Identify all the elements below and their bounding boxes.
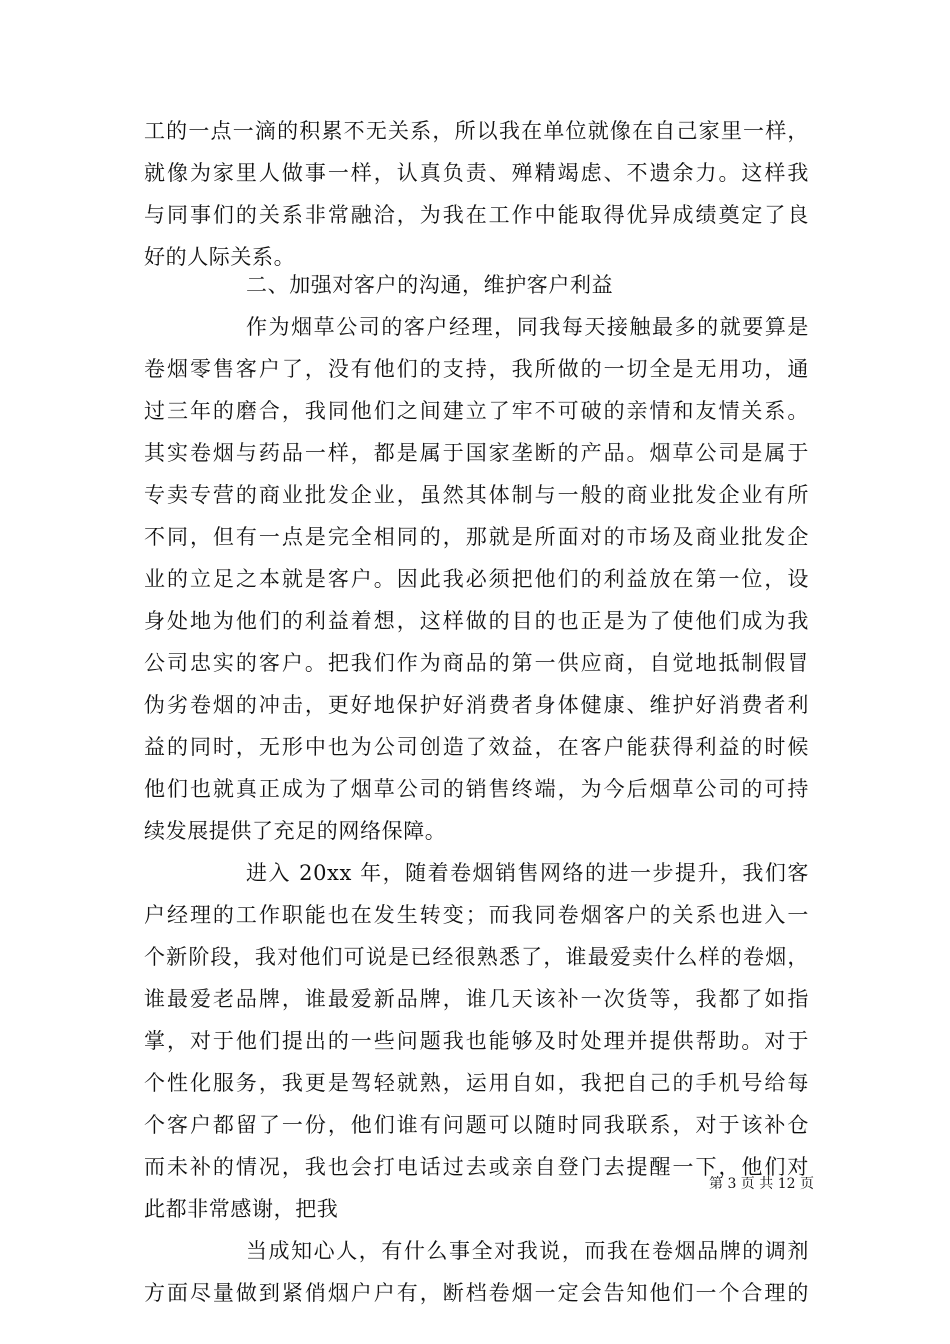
text-line: 卷烟零售客户了，没有他们的支持，我所做的一切全是无用功，通 <box>144 357 809 381</box>
text-line: 掌，对于他们提出的一些问题我也能够及时处理并提供帮助。对于 <box>144 1029 809 1053</box>
text-line: 业的立足之本就是客户。因此我必须把他们的利益放在第一位，设 <box>144 567 809 591</box>
page-number: 第 3 页 共 12 页 <box>709 1176 814 1192</box>
text-line: 益的同时，无形中也为公司创造了效益，在客户能获得利益的时候 <box>144 735 809 759</box>
text-line: 过三年的磨合，我同他们之间建立了牢不可破的亲情和友情关系。 <box>144 399 809 423</box>
section-heading: 二、加强对客户的沟通，维护客户利益 <box>246 273 614 297</box>
text-line: 其实卷烟与药品一样，都是属于国家垄断的产品。烟草公司是属于 <box>144 441 809 465</box>
text-line: 好的人际关系。 <box>144 245 296 269</box>
text-line: 户经理的工作职能也在发生转变；而我同卷烟客户的关系也进入一 <box>144 903 809 927</box>
text-line: 进入 20xx 年，随着卷烟销售网络的进一步提升，我们客 <box>246 861 809 885</box>
text-line: 而未补的情况，我也会打电话过去或亲自登门去提醒一下，他们对 <box>144 1155 809 1179</box>
text-line: 就像为家里人做事一样，认真负责、殚精竭虑、不遗余力。这样我 <box>144 161 809 185</box>
text-line: 不同，但有一点是完全相同的，那就是所面对的市场及商业批发企 <box>144 525 809 549</box>
text-line: 个客户都留了一份，他们谁有问题可以随时同我联系，对于该补仓 <box>144 1113 809 1137</box>
text-line: 公司忠实的客户。把我们作为商品的第一供应商，自觉地抵制假冒 <box>144 651 809 675</box>
text-line: 伪劣卷烟的冲击，更好地保护好消费者身体健康、维护好消费者利 <box>144 693 809 717</box>
text-line: 续发展提供了充足的网络保障。 <box>144 819 447 843</box>
text-line: 方面尽量做到紧俏烟户户有，断档卷烟一定会告知他们一个合理的 <box>144 1281 809 1305</box>
text-line: 个性化服务，我更是驾轻就熟，运用自如，我把自己的手机号给每 <box>144 1071 809 1095</box>
text-line: 此都非常感谢，把我 <box>144 1197 339 1221</box>
text-line: 工的一点一滴的积累不无关系，所以我在单位就像在自己家里一样， <box>144 119 809 143</box>
text-line: 专卖专营的商业批发企业，虽然其体制与一般的商业批发企业有所 <box>144 483 809 507</box>
text-line: 当成知心人，有什么事全对我说，而我在卷烟品牌的调剂 <box>246 1239 809 1263</box>
text-line: 与同事们的关系非常融洽，为我在工作中能取得优异成绩奠定了良 <box>144 203 809 227</box>
text-line: 身处地为他们的利益着想，这样做的目的也正是为了使他们成为我 <box>144 609 809 633</box>
text-line: 作为烟草公司的客户经理，同我每天接触最多的就要算是 <box>246 315 809 339</box>
text-line: 他们也就真正成为了烟草公司的销售终端，为今后烟草公司的可持 <box>144 777 809 801</box>
text-line: 谁最爱老品牌，谁最爱新品牌，谁几天该补一次货等，我都了如指 <box>144 987 809 1011</box>
text-line: 个新阶段，我对他们可说是已经很熟悉了，谁最爱卖什么样的卷烟， <box>144 945 809 969</box>
